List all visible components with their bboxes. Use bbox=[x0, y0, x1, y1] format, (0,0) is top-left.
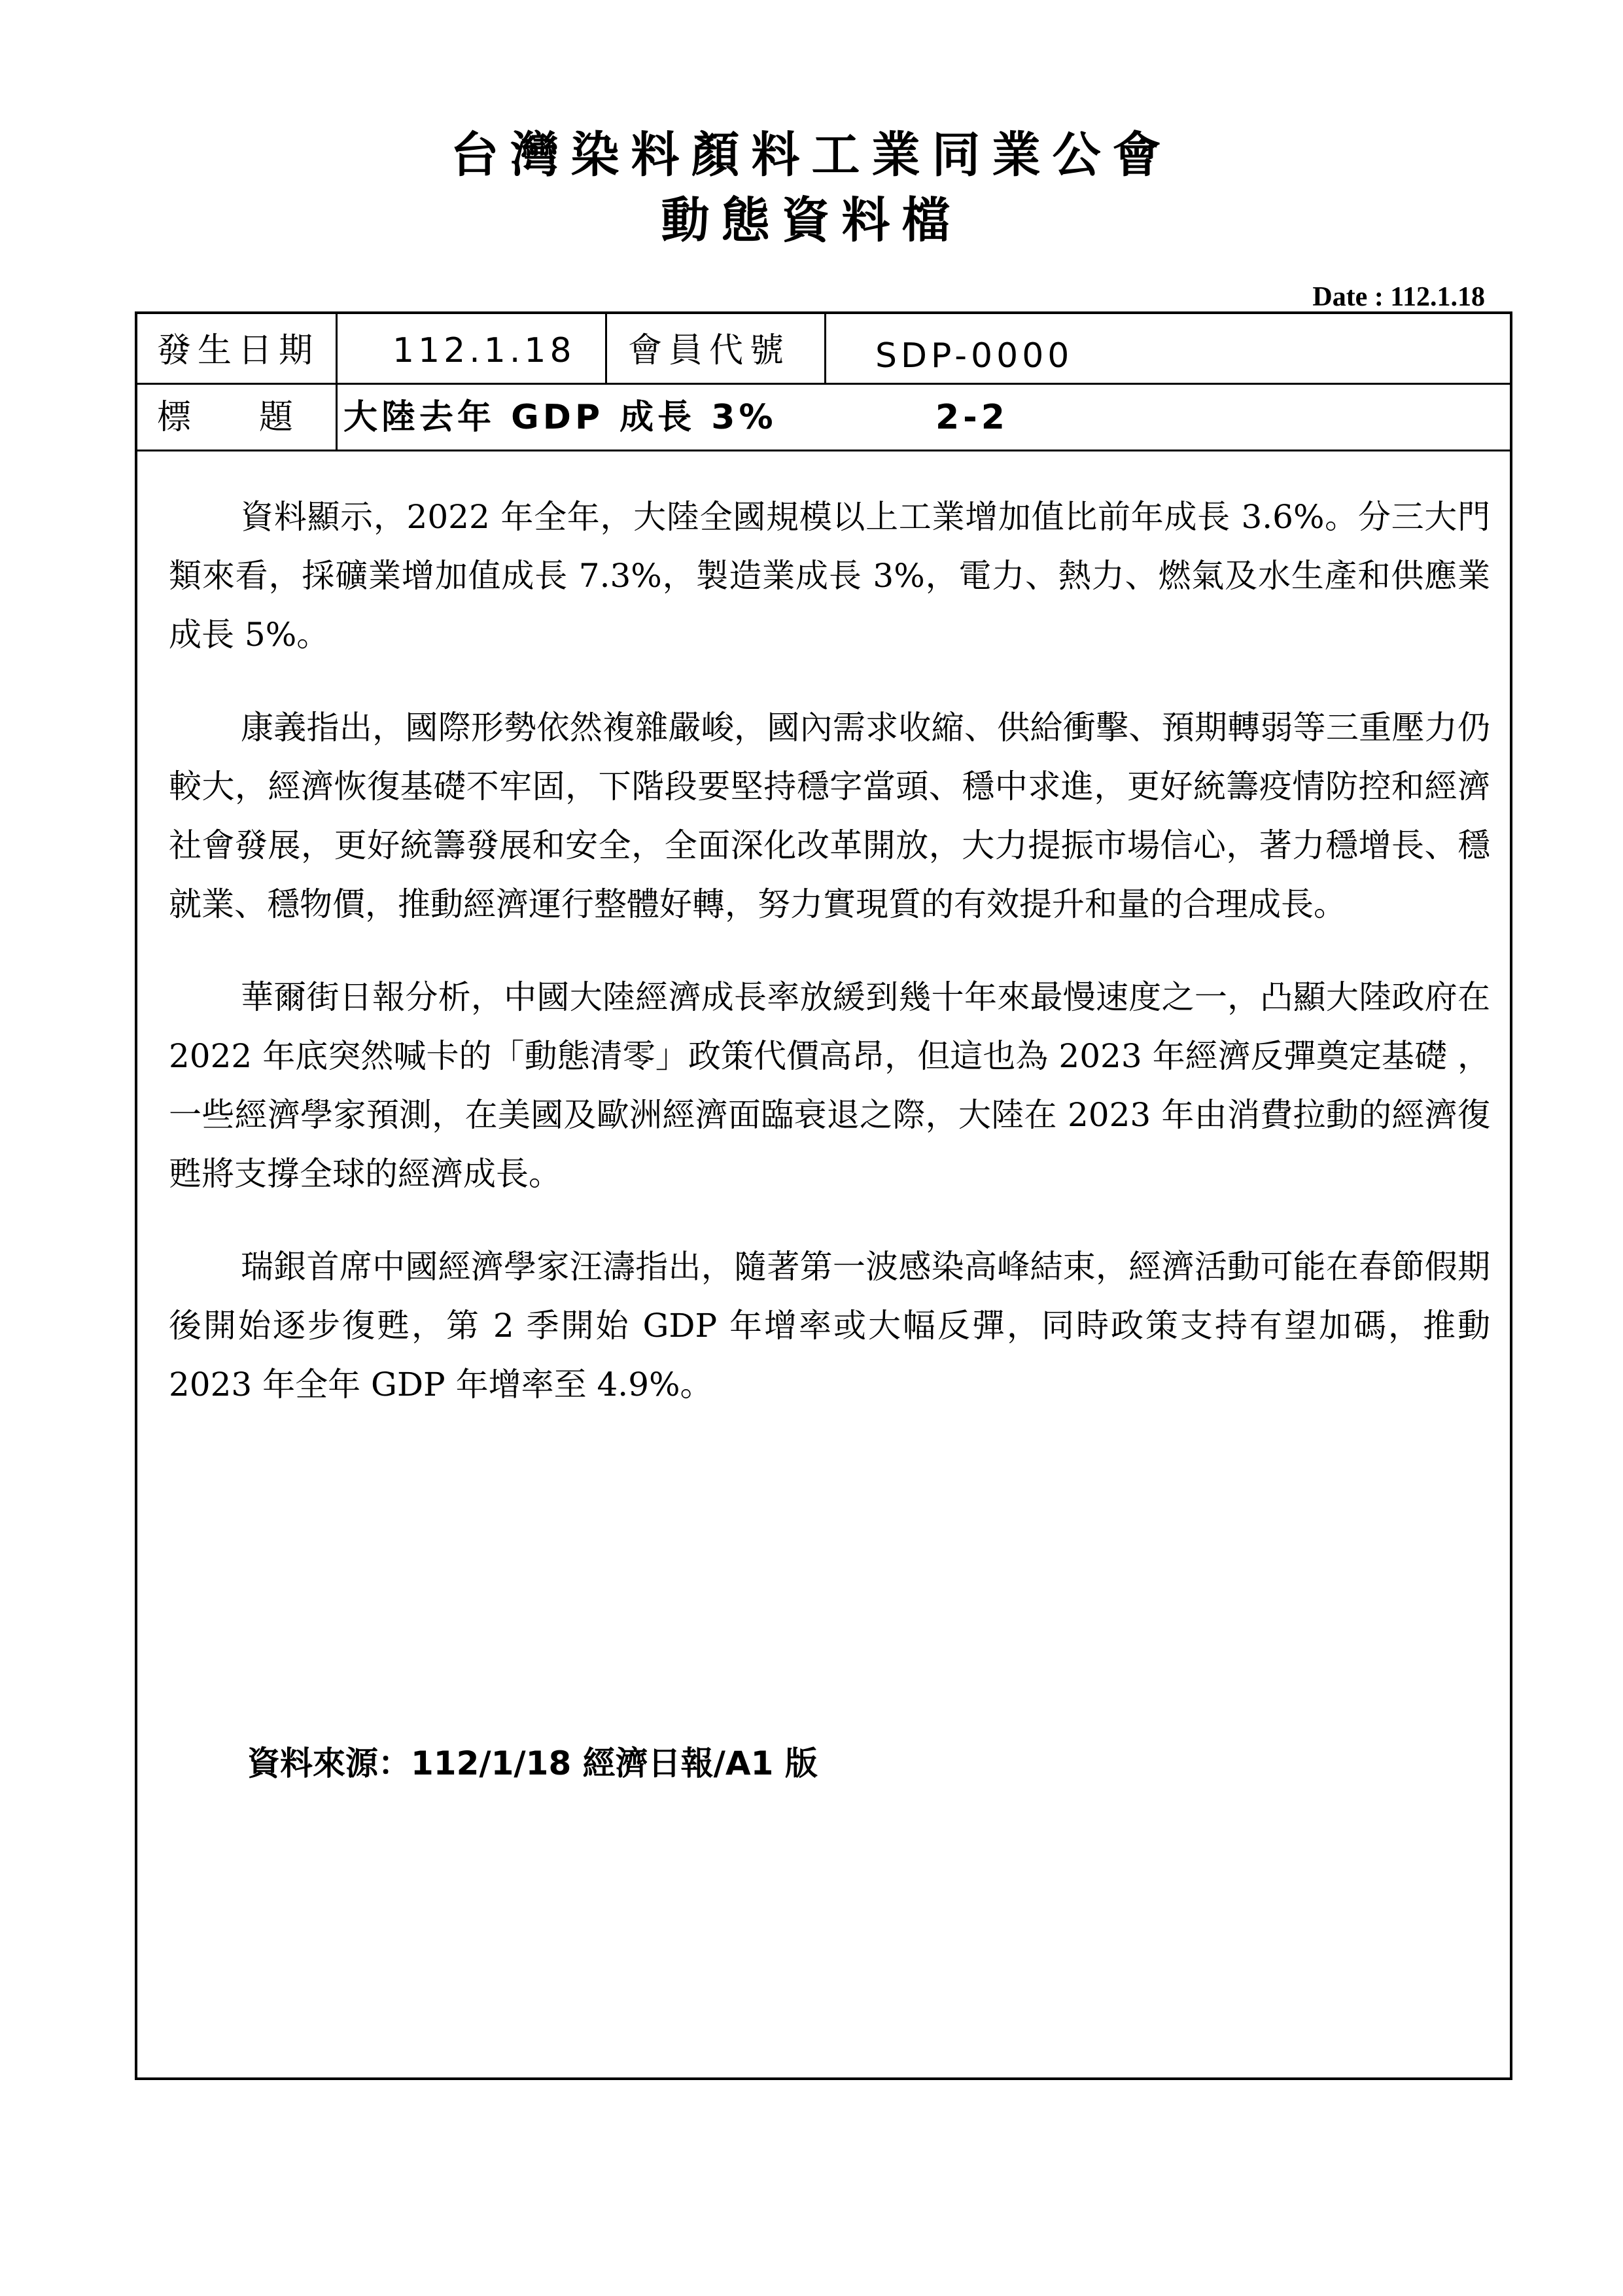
date-value: 112.1.18 bbox=[393, 331, 576, 370]
member-code-label: 會員代號 bbox=[628, 331, 791, 370]
paragraph: 康義指出，國際形勢依然複雜嚴峻，國內需求收縮、供給衝擊、預期轉弱等三重壓力仍較大，經濟恢復基礎不牢固，下階段要堅持穩字當頭、穩中求進，更好統籌疫情防控和經濟社會發展，更好統籌發展和安全，全面深化改革開放，大力提振市場信心，著力穩增長、穩就業、穩物價，推動經濟運行整體好轉，努力實現質的有效提升和量的合理成長。 bbox=[169, 709, 1490, 923]
subject-value: 大陸去年 GDP 成長 3% bbox=[343, 398, 777, 437]
table-divider-row1 bbox=[135, 383, 1512, 385]
paragraph: 華爾街日報分析，中國大陸經濟成長率放緩到幾十年來最慢速度之一，凸顯大陸政府在 2022 年底突然喊卡的「動態清零」政策代價高昂，但這也為 2023 年經濟反彈奠定基礎 ，一些經濟學家預測，在美國及歐洲經濟面臨衰退之際，大陸在 2023 年由消費拉動的經濟復甦將支撐全球的經濟成長。 bbox=[169, 978, 1490, 1193]
org-title: 台灣染料顏料工業同業公會 bbox=[450, 127, 1173, 183]
doc-title: 動態資料檔 bbox=[661, 192, 962, 249]
table-divider-col2 bbox=[605, 313, 607, 383]
page-marker: 2-2 bbox=[935, 398, 1009, 437]
paragraph: 資料顯示，2022 年全年，大陸全國規模以上工業增加值比前年成長 3.6%。分三大門類來看，採礦業增加值成長 7.3%，製造業成長 3%，電力、熱力、燃氣及水生產和供應業成長 5%。 bbox=[169, 498, 1490, 654]
document-date: Date : 112.1.18 bbox=[1312, 282, 1485, 312]
table-divider-row2 bbox=[135, 450, 1512, 451]
subject-label: 標 題 bbox=[157, 398, 294, 437]
article-body bbox=[169, 487, 1490, 1448]
member-code-value: SDP-0000 bbox=[875, 336, 1073, 376]
source-citation: 資料來源：112/1/18 經濟日報/A1 版 bbox=[247, 1744, 818, 1782]
paragraph: 瑞銀首席中國經濟學家汪濤指出，隨著第一波感染高峰結束，經濟活動可能在春節假期後開始逐步復甦，第 2 季開始 GDP 年增率或大幅反彈，同時政策支持有望加碼，推動 2023 年全年 GDP 年增率至 4.9%。 bbox=[169, 1248, 1490, 1404]
table-divider-col3 bbox=[824, 313, 826, 383]
table-divider-col1 bbox=[336, 313, 338, 450]
date-label: 發生日期 bbox=[157, 331, 320, 370]
